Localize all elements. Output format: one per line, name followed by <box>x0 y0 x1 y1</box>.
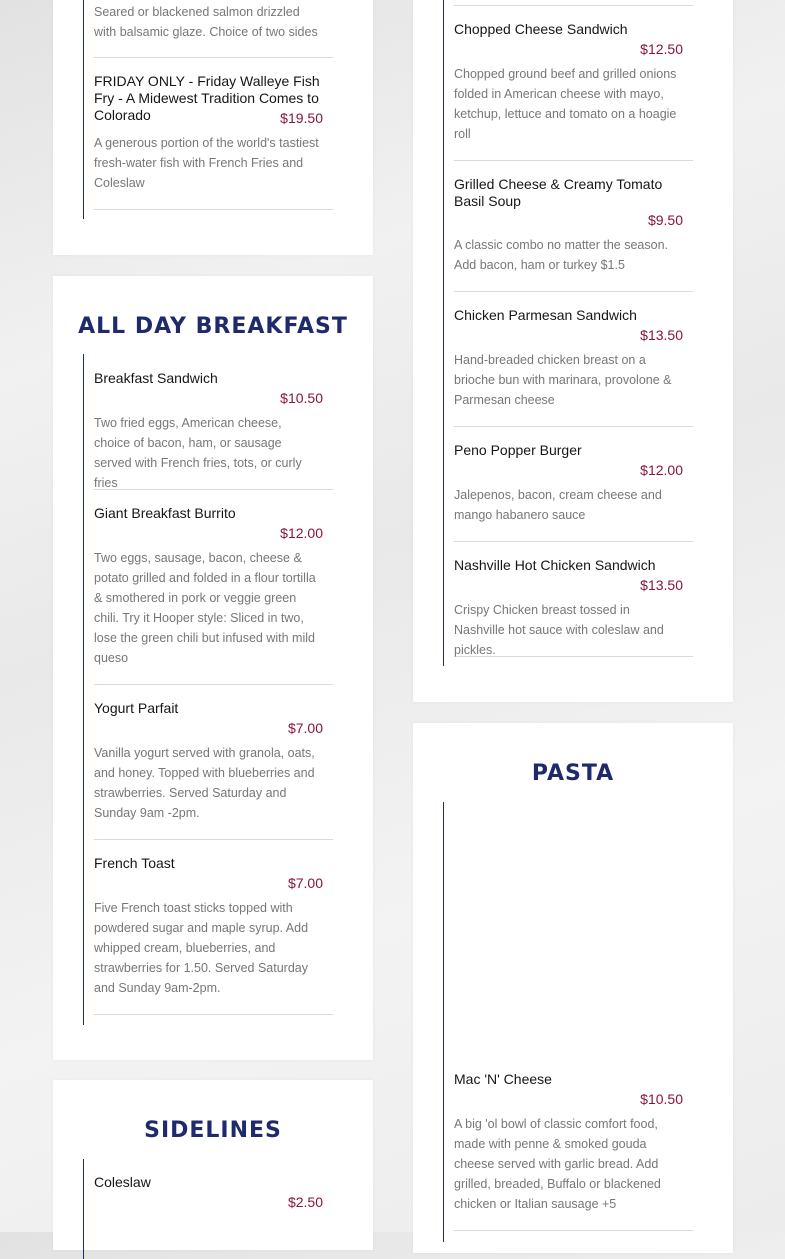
item-description: Seared or blackened salmon drizzled with balsamic glaze. Choice of two sides <box>94 5 318 39</box>
item-price: $13.50 <box>640 327 683 343</box>
item-description: Crispy Chicken breast tossed in Nashville hot sauce with coleslaw and pickles. <box>454 603 664 657</box>
item-description: Hand-breaded chicken breast on a brioche bun with marinara, provolone & Parmesan cheese <box>454 353 672 407</box>
item-name: Nashville Hot Chicken Sandwich <box>454 557 656 573</box>
item-price: $10.50 <box>280 390 323 406</box>
menu-item <box>94 685 333 840</box>
menu-item <box>94 354 333 490</box>
menu-item <box>454 6 693 161</box>
sandwiches-card <box>413 0 733 702</box>
section-divider-line <box>443 802 444 1242</box>
item-name: Chopped Cheese Sandwich <box>454 21 628 37</box>
item-description: A classic combo no matter the season. Add bacon, ham or turkey $1.5 <box>454 238 668 272</box>
section-title: SIDELINES <box>144 1118 282 1143</box>
item-name: Grilled Cheese & Creamy Tomato Basil Soup <box>454 176 663 209</box>
image-placeholder <box>454 802 693 1062</box>
menu-item <box>94 840 333 1015</box>
sidelines-card <box>53 1080 373 1250</box>
item-price: $2.50 <box>287 1194 323 1210</box>
section-title: ALL DAY BREAKFAST <box>78 314 348 339</box>
item-description: Vanilla yogurt served with granola, oats, and honey. Topped with blueberries and strawberries. Served Saturday and Sunday 9am -2pm. <box>94 746 315 820</box>
breakfast-card <box>53 276 373 1060</box>
item-description: Two eggs, sausage, bacon, cheese & potato grilled and folded in a flour tortilla & smothered in pork or veggie green chili. Try it Hooper style: Sliced in two, lose the green chili but infused with mild queso <box>94 551 316 665</box>
item-description: A generous portion of the world's tastiest fresh-water fish with French Fries and Coleslaw <box>94 136 319 190</box>
item-description: Jalepenos, bacon, cream cheese and mango habanero sauce <box>454 488 662 522</box>
item-name: Chicken Parmesan Sandwich <box>454 307 637 323</box>
item-name: French Toast <box>94 855 175 871</box>
menu-item <box>454 161 693 292</box>
item-name: Giant Breakfast Burrito <box>94 505 236 521</box>
menu-item <box>94 490 333 685</box>
item-price: $9.50 <box>647 212 683 228</box>
menu-item <box>94 1159 333 1259</box>
item-name: Coleslaw <box>94 1174 151 1190</box>
item-price: $7.00 <box>287 720 323 736</box>
item-price: $12.50 <box>640 41 683 57</box>
item-name: Yogurt Parfait <box>94 700 179 716</box>
menu-item <box>94 58 333 210</box>
item-price: $10.50 <box>640 1091 683 1107</box>
menu-item <box>454 427 693 542</box>
item-name: Peno Popper Burger <box>454 442 582 458</box>
section-divider-line <box>83 354 84 1025</box>
entrees-card <box>53 0 373 255</box>
item-name: Breakfast Sandwich <box>94 370 218 386</box>
section-divider-line <box>83 1159 84 1259</box>
item-price: $19.50 <box>280 110 323 126</box>
menu-item <box>454 1064 693 1231</box>
item-description: Two fried eggs, American cheese, choice of bacon, ham, or sausage served with French fries, tots, or curly fries <box>94 416 302 490</box>
section-title: PASTA <box>531 761 615 786</box>
section-divider-line <box>83 0 84 219</box>
pasta-card <box>413 723 733 1253</box>
section-divider-line <box>443 0 444 666</box>
item-price: $7.00 <box>287 875 323 891</box>
item-description: Five French toast sticks topped with powdered sugar and maple syrup. Add whipped cream, blueberries, and strawberries for 1.50. Served Saturday and Sunday 9am-2pm. <box>94 901 309 995</box>
item-name: Mac 'N' Cheese <box>454 1071 552 1087</box>
item-name: FRIDAY ONLY - Friday Walleye Fish Fry - A Midewest Tradition Comes to Colorado <box>94 73 320 123</box>
menu-item <box>454 542 693 657</box>
item-price: $12.00 <box>280 525 323 541</box>
item-price: $12.00 <box>640 462 683 478</box>
item-description: A big 'ol bowl of classic comfort food, made with penne & smoked gouda cheese served with garlic bread. Add grilled, breaded, Buffalo or blackened chicken or Italian sausage +5 <box>454 1117 661 1211</box>
item-price: $13.50 <box>640 577 683 593</box>
menu-item <box>454 292 693 427</box>
menu-item <box>94 0 333 58</box>
item-description: Chopped ground beef and grilled onions folded in American cheese with mayo, ketchup, lettuce and tomato on a hoagie roll <box>454 67 677 141</box>
